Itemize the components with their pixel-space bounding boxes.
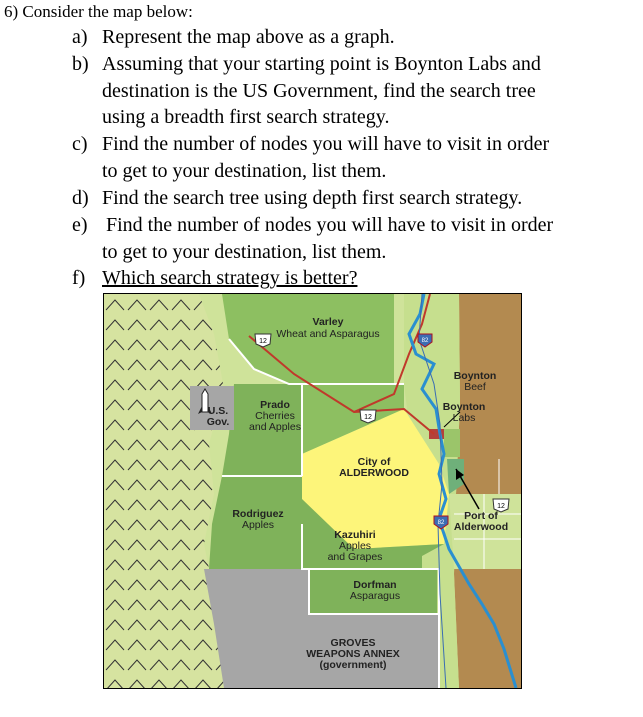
part-label: b) [72, 53, 89, 75]
part-label: d) [72, 187, 89, 209]
boynton-beef-name: Boynton [453, 370, 497, 382]
part-text: Find the number of nodes you will have to visit in order [102, 133, 550, 155]
part-text: to get to your destination, list them. [102, 160, 387, 182]
boynton-labs-desc: Labs [452, 412, 476, 424]
kazuhiri-desc-1: Apples [338, 540, 372, 552]
prado-name: Prado [260, 399, 290, 411]
part-label: f) [72, 267, 86, 289]
prado-desc-1: Cherries [255, 410, 295, 422]
kazuhiri-desc-2: and Grapes [327, 551, 383, 563]
svg-text:82: 82 [437, 520, 445, 526]
part-text: destination is the US Government, find the search tree [102, 80, 536, 102]
boynton-labs-marker [429, 429, 445, 439]
part-text: to get to your destination, list them. [102, 241, 387, 263]
part-label: a) [72, 26, 88, 48]
svg-text:82: 82 [421, 338, 429, 344]
dorfman-name: Dorfman [353, 579, 397, 591]
mountain-pattern [104, 294, 224, 688]
part-text: using a breadth first search strategy. [102, 106, 390, 128]
rodriguez-desc: Apples [241, 519, 275, 531]
svg-text:12: 12 [364, 414, 372, 421]
us12-shield-icon [360, 410, 376, 423]
groves-name-1: GROVES [330, 637, 376, 649]
part-label: e) [72, 214, 88, 236]
part-label: c) [72, 133, 88, 155]
part-text: Find the search tree using depth first search strategy. [102, 187, 523, 209]
usgov-name-1: U.S. [207, 405, 229, 417]
city-name-1: City of [357, 456, 391, 468]
part-text: Represent the map above as a graph. [102, 26, 395, 48]
region-map [103, 293, 522, 689]
boynton-beef-desc: Beef [464, 381, 486, 393]
groves-name-2: WEAPONS ANNEX [306, 648, 400, 660]
usgov-name-2: Gov. [206, 416, 230, 428]
boynton-labs-name: Boynton [442, 401, 486, 413]
part-text: Assuming that your starting point is Boynton Labs and [102, 53, 541, 75]
part-text: Which search strategy is better? [102, 267, 358, 289]
city-name-2: ALDERWOOD [339, 467, 409, 479]
svg-text:12: 12 [259, 338, 267, 345]
varley-name: Varley [312, 316, 344, 328]
varley-desc: Wheat and Asparagus [276, 328, 380, 340]
dorfman-desc: Asparagus [349, 590, 401, 602]
us12-shield-icon [255, 334, 271, 347]
question-heading: 6) Consider the map below: [4, 2, 193, 21]
boynton-beef-region [454, 294, 521, 688]
groves-name-3: (government) [319, 659, 387, 671]
svg-text:12: 12 [497, 503, 505, 510]
rodriguez-name: Rodriguez [232, 508, 284, 520]
kazuhiri-name: Kazuhiri [334, 529, 376, 541]
boynton-labs-region [444, 429, 460, 457]
port-name-2: Alderwood [453, 521, 509, 533]
part-text: Find the number of nodes you will have to visit in order [106, 214, 554, 236]
prado-desc-2: and Apples [249, 421, 301, 433]
port-name-1: Port of [464, 510, 498, 522]
